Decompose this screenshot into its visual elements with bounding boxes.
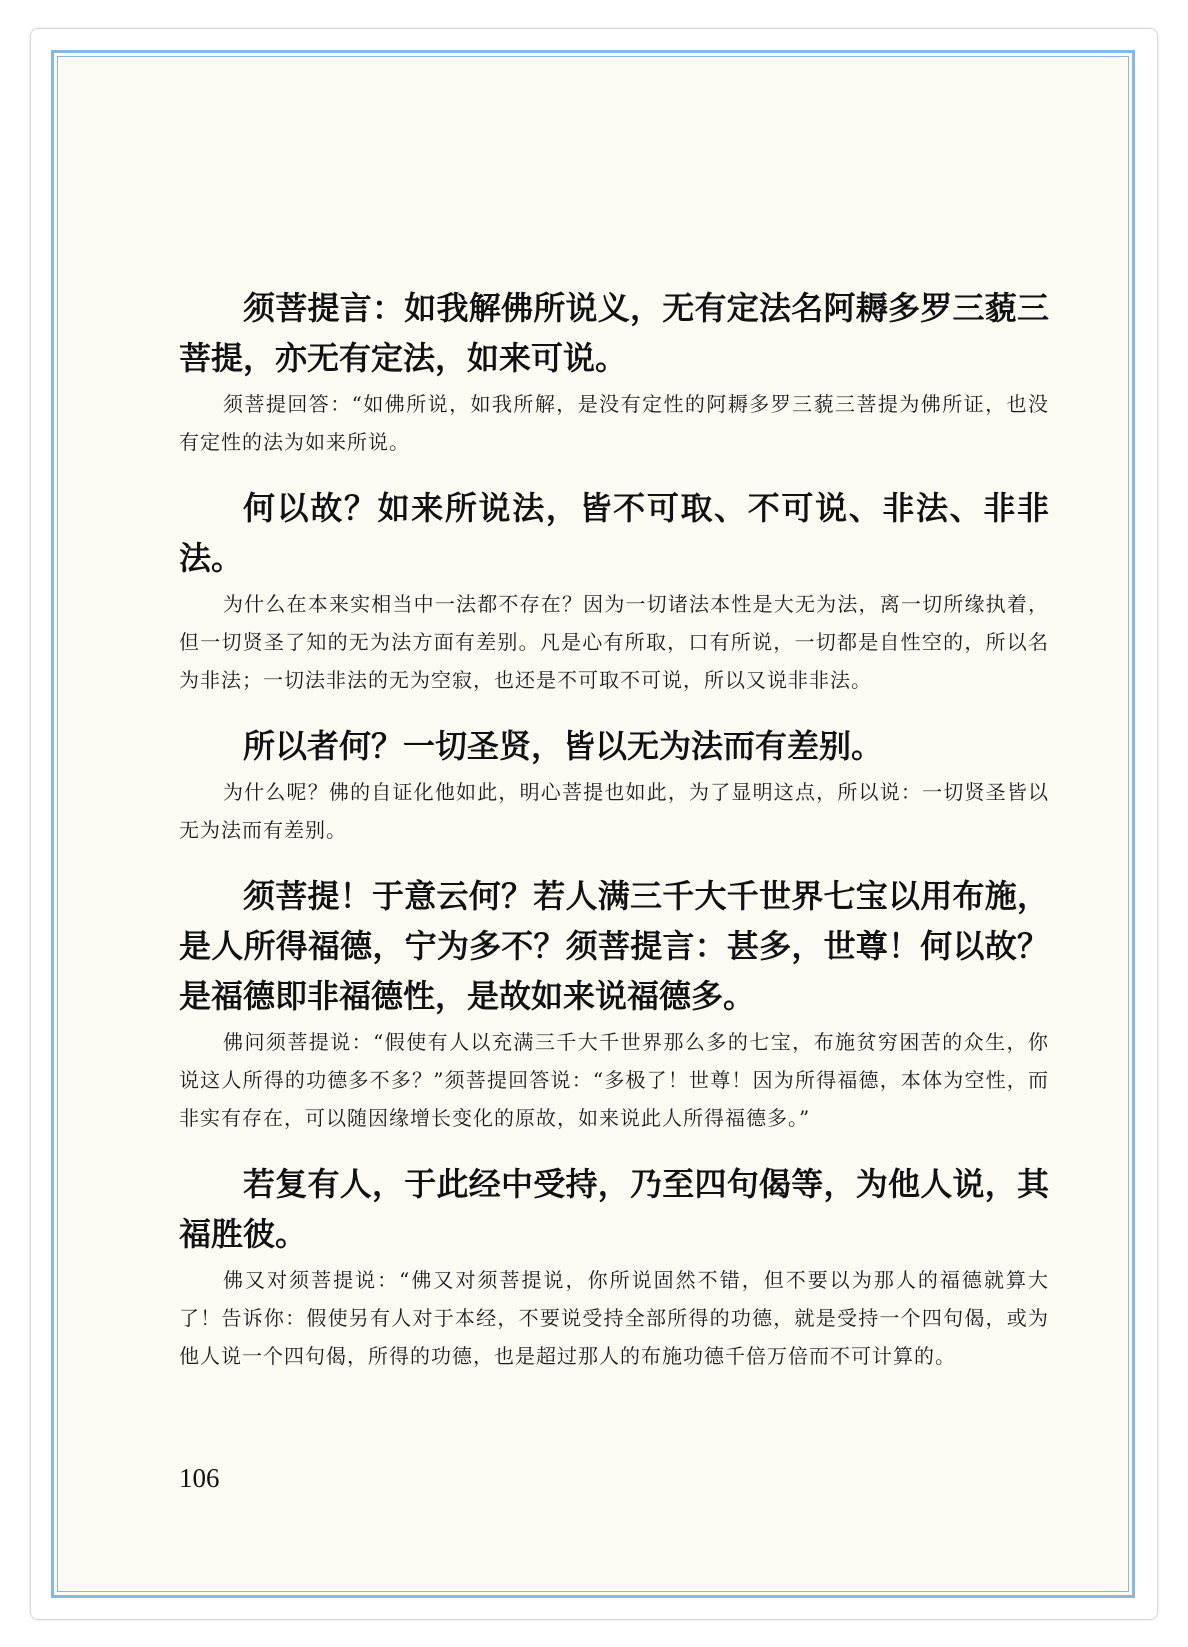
page-number: 106 — [179, 1463, 220, 1493]
verse-explanation: 佛问须菩提说：“假使有人以充满三千大千世界那么多的七宝，布施贫穷困苦的众生，你说这人所得的功德多不多？”须菩提回答说：“多极了！世尊！因为所得福德，本体为空性，而非实有存在，可以随因缘增长变化的原故，如来说此人所得福德多。” — [179, 1030, 1049, 1130]
verse-explanation: 佛又对须菩提说：“佛又对须菩提说，你所说固然不错，但不要以为那人的福德就算大了！告诉你：假使另有人对于本经，不要说受持全部所得的功德，就是受持一个四句偈，或为他人说一个四句偈，所得的功德，也是超过那人的布施功德千倍万倍而不可计算的。 — [179, 1268, 1049, 1368]
verse-explanation: 须菩提回答：“如佛所说，如我所解，是没有定性的阿耨多罗三藐三菩提为佛所证，也没有定性的法为如来所说。 — [179, 392, 1049, 454]
verse-explanation: 为什么呢？佛的自证化他如此，明心菩提也如此，为了显明这点，所以说：一切贤圣皆以无为法而有差别。 — [179, 780, 1049, 842]
passage-block — [179, 871, 1049, 1137]
passage-block — [179, 721, 1049, 849]
sutra-verse: 何以故？如来所说法，皆不可取、不可说、非法、非非法。 — [179, 489, 1049, 577]
sutra-verse: 若复有人，于此经中受持，乃至四句偈等，为他人说，其福胜彼。 — [179, 1165, 1049, 1253]
sutra-verse: 须菩提言：如我解佛所说义，无有定法名阿耨多罗三藐三菩提，亦无有定法，如来可说。 — [179, 289, 1049, 377]
passage-block — [179, 1159, 1049, 1375]
verse-explanation: 为什么在本来实相当中一法都不存在？因为一切诸法本性是大无为法，离一切所缘执着，但一切贤圣了知的无为法方面有差别。凡是心有所取，口有所说，一切都是自性空的，所以名为非法；一切法非法的无为空寂，也还是不可取不可说，所以又说非非法。 — [179, 592, 1049, 692]
page-content — [179, 283, 1049, 1397]
sutra-verse: 须菩提！于意云何？若人满三千大千世界七宝以用布施，是人所得福德，宁为多不？须菩提言：甚多，世尊！何以故？是福德即非福德性，是故如来说福德多。 — [179, 877, 1049, 1015]
passage-block — [179, 283, 1049, 461]
passage-block — [179, 483, 1049, 699]
sutra-verse: 所以者何？一切圣贤，皆以无为法而有差别。 — [243, 727, 884, 765]
book-page — [51, 50, 1135, 1598]
